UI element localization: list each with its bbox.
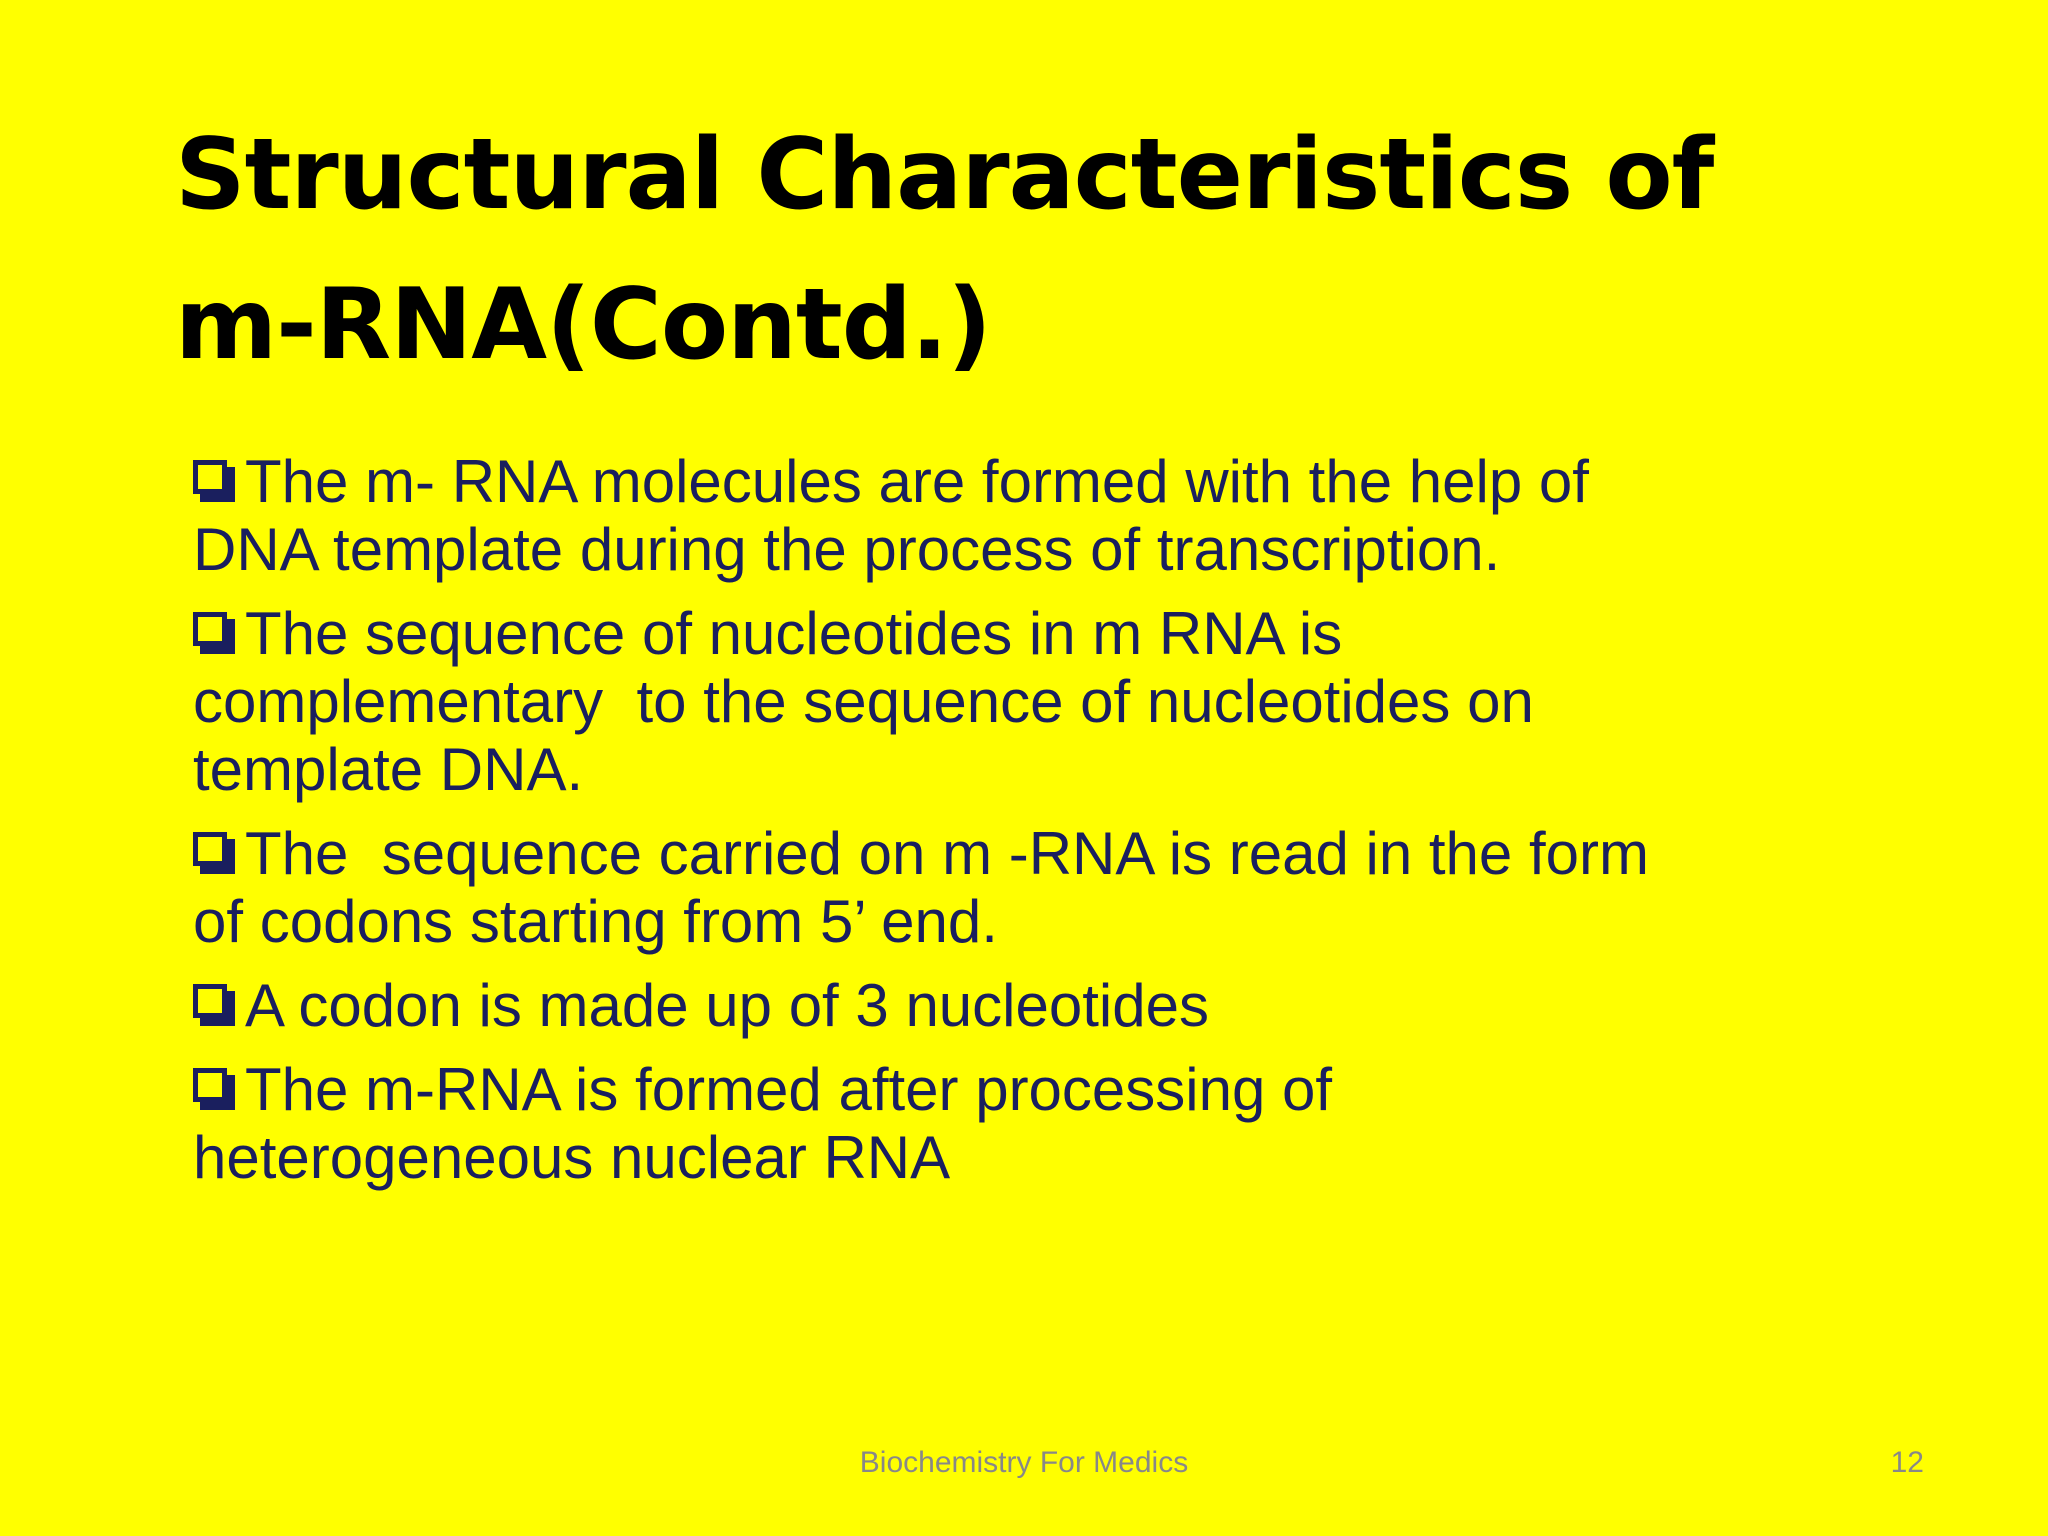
page-number: 12 — [1890, 1446, 1924, 1479]
bullet-5-line-1: The m-RNA is formed after processing of — [245, 1056, 1333, 1123]
checkbox-shadow-icon — [193, 460, 237, 504]
bullet-item-4 — [193, 972, 1893, 1040]
bullet-4-line-1: A codon is made up of 3 nucleotides — [245, 972, 1209, 1039]
slide-title-line-2: m-RNA(Contd.) — [175, 268, 991, 382]
bullet-2-line-2: complementary to the sequence of nucleotides on — [193, 668, 1534, 735]
bullet-item-5 — [193, 1056, 1893, 1192]
bullet-3-line-2: of codons starting from 5’ end. — [193, 888, 998, 955]
checkbox-shadow-icon — [193, 984, 237, 1028]
checkbox-shadow-icon — [193, 832, 237, 876]
slide-title-line-1: Structural Characteristics of — [175, 118, 1714, 232]
bullet-list — [193, 448, 1893, 1208]
bullet-2-line-3: template DNA. — [193, 736, 584, 803]
checkbox-shadow-icon — [193, 1068, 237, 1112]
slide-title — [175, 100, 1875, 400]
bullet-2-line-1: The sequence of nucleotides in m RNA is — [245, 600, 1343, 667]
checkbox-shadow-icon — [193, 612, 237, 656]
bullet-item-1 — [193, 448, 1893, 584]
footer-text: Biochemistry For Medics — [859, 1446, 1189, 1479]
bullet-3-line-1: The sequence carried on m -RNA is read in the form — [245, 820, 1649, 887]
bullet-1-line-2: DNA template during the process of transcription. — [193, 516, 1501, 583]
bullet-1-line-1: The m- RNA molecules are formed with the help of — [245, 448, 1589, 515]
bullet-item-3 — [193, 820, 1893, 956]
bullet-item-2 — [193, 600, 1893, 804]
bullet-5-line-2: heterogeneous nuclear RNA — [193, 1124, 951, 1191]
